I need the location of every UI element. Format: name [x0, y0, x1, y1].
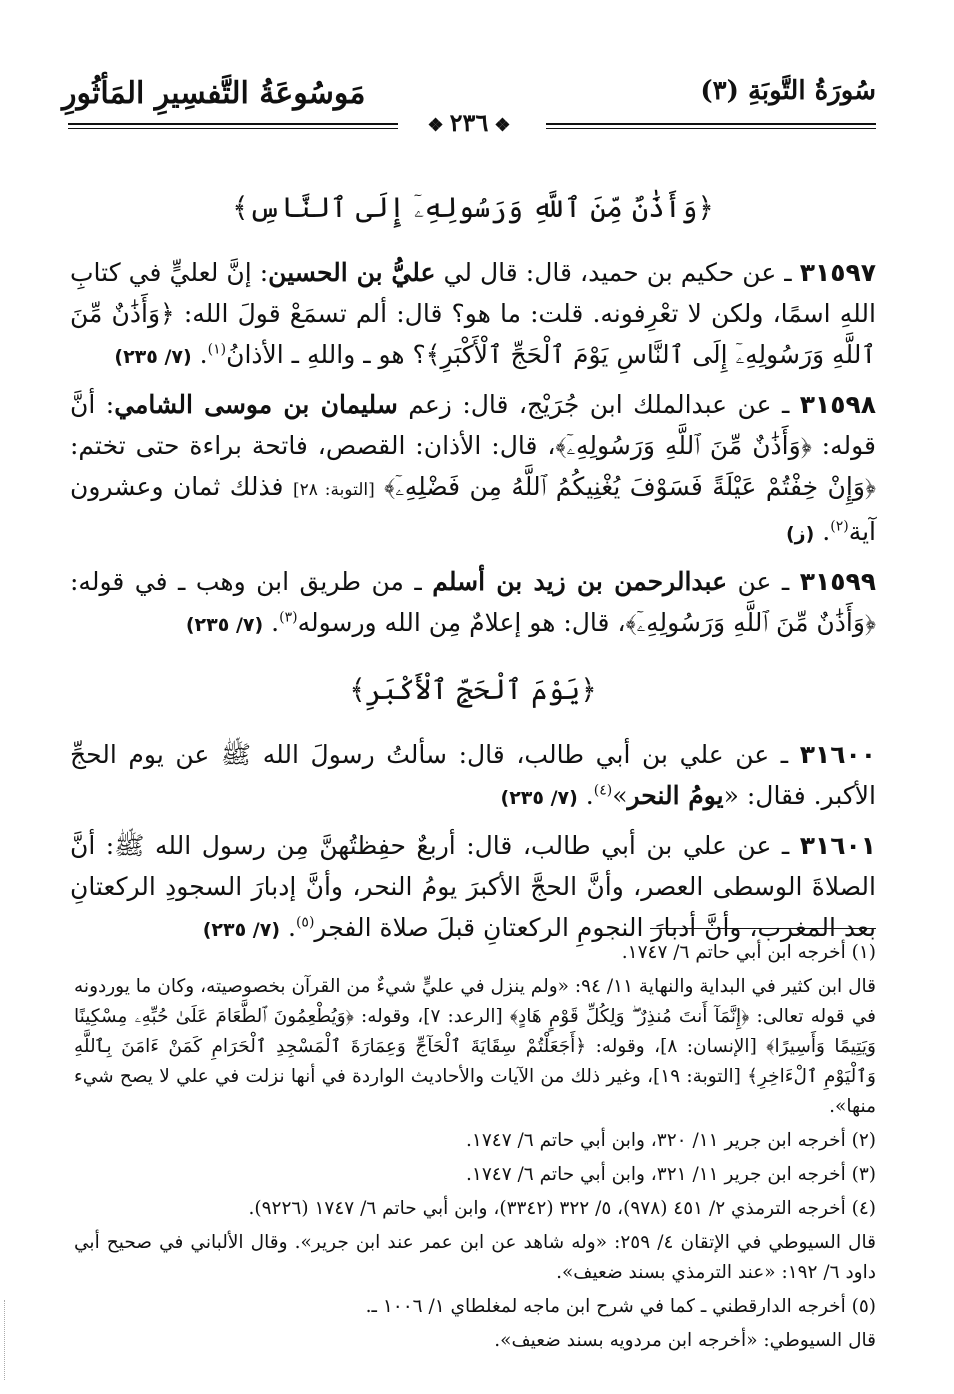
- section-heading: ﴿يَوْمَ ٱلْحَجِّ ٱلْأَكْبَرِ﴾: [349, 673, 597, 706]
- narration-text: .: [191, 340, 208, 369]
- page-header: [62, 76, 876, 136]
- narration-31600: [70, 734, 876, 819]
- narration-text: ـ عن عبدالملك ابن جُرَيْج، قال: زعم: [397, 390, 800, 419]
- narration-number: ٣١٦٠٠: [799, 740, 876, 769]
- narration-text: .: [577, 781, 594, 810]
- narration-text: .: [263, 608, 280, 637]
- page-number: [62, 108, 876, 137]
- section-heading: ﴿وَأَذَٰنٌ مِّنَ ٱللَّهِ وَرَسُولِهِۦٓ إِلَى ٱلنَّاسِ﴾: [232, 191, 714, 224]
- footnote-5: (٥) أخرجه الدارقطني ـ كما في شرح ابن ماجه لمغلطاي ١/ ١٠٠٦ ـ.: [365, 1296, 876, 1317]
- footnote-1-comment: قال ابن كثير في البداية والنهاية ١١/ ٩٤: «ولم ينزل في عليٍّ شيءٌ من القرآن بخصوصيته، وكان ما يوردونه في قوله تعالى: ﴿إِنَّمَآ أَنتَ مُنذِرٌ ۖ وَلِكُلِّ قَوْمٍ هَادٍ﴾ [الرعد: ٧]، وقوله: ﴿وَيُطْعِمُونَ ٱلطَّعَامَ عَلَىٰ حُبِّهِۦ مِسْكِينًا وَيَتِيمًا وَأَسِيرًا﴾ [الإنسان: ٨]، وقوله: ﴿أَجَعَلْتُمْ سِقَايَةَ ٱلْحَآجِّ وَعِمَارَةَ ٱلْمَسْجِدِ ٱلْحَرَامِ كَمَنْ ءَامَنَ بِٱللَّهِ وَٱلْيَوْمِ ٱلْءَاخِرِ﴾ [التوبة: ١٩]، وغير ذلك من الآيات والأحاديث الواردة في أنها نزلت في علي لا يصح شيء منها».: [74, 976, 876, 1117]
- footnote-5-comment: قال السيوطي: «أخرجه ابن مردويه بسند ضعيف».: [494, 1330, 876, 1351]
- volume-reference: (٧/ ٢٣٥): [185, 614, 264, 636]
- narration-text: ـ عن علي بن أبي طالب، قال: سألتُ رسولَ الله ﷺ عن يوم الحجِّ الأكبر. فقال: «: [70, 740, 876, 810]
- scan-edge: [4, 1300, 7, 1380]
- footnote-marker[interactable]: (٥): [295, 914, 315, 931]
- main-text: [70, 188, 876, 957]
- page-number-text: ٢٣٦: [449, 108, 489, 137]
- footnote-marker[interactable]: (٤): [593, 782, 613, 799]
- narration-number: ٣١٥٩٨: [799, 390, 877, 419]
- narration-31601: [70, 825, 876, 951]
- narration-text: »: [612, 781, 628, 810]
- footnote-marker[interactable]: (١): [207, 341, 227, 358]
- narration-text: : أنَّ قوله: ﴿وَأَذَٰنٌ مِّنَ ٱللَّهِ وَرَسُولِهِۦٓ﴾، قال: الأذان: القصص، فاتحة براءة حتى تختم: ﴿وَإِنْ خِفْتُمْ عَيْلَةً فَسَوْفَ يُغْنِيكُمُ ٱللَّهُ مِن فَضْلِهِۦٓ﴾: [70, 390, 876, 501]
- footnotes: [74, 938, 876, 1360]
- narration-31597: [70, 252, 876, 378]
- narration-text: ـ عن: [727, 567, 800, 596]
- narration-text: ـ عن علي بن أبي طالب، قال: أربعٌ حفِظتُهنَّ مِن رسول الله ﷺ: أنَّ الصلاةَ الوسطى العصر، وأنَّ الحجَّ الأكبرَ يومُ النحر، وأنَّ إدبارَ السجودِ الركعتانِ بعد المغرب، وأنَّ أدبارَ النجومِ الركعتانِ قبلَ صلاة الفجر: [70, 831, 876, 942]
- surah-title: سُورَةُ التَّوبَةِ (٣): [700, 76, 876, 106]
- narration-number: ٣١٥٩٩: [799, 567, 876, 596]
- narrator-name: سليمان بن موسى الشامي: [114, 390, 398, 419]
- narration-text: .: [814, 517, 831, 546]
- narration-text: ـ عن حكيم بن حميد، قال: قال لي: [435, 258, 800, 287]
- footnote-4: (٤) أخرجه الترمذي ٢/ ٤٥١ (٩٧٨)، ٥/ ٣٢٢ (٣٣٤٢)، وابن أبي حاتم ٦/ ١٧٤٧ (٩٢٢٦).: [248, 1198, 876, 1219]
- footnote-marker[interactable]: (٢): [830, 518, 849, 535]
- volume-reference: (٧/ ٢٣٥): [114, 346, 192, 368]
- narrator-name: عبدالرحمن بن زيد بن أسلم: [432, 567, 727, 596]
- footnote-1: (١) أخرجه ابن أبي حاتم ٦/ ١٧٤٧.: [621, 942, 876, 963]
- ornament-icon: ❖: [494, 115, 511, 136]
- narration-text: : إنَّ لعليٍّ في كتابِ اللهِ اسمًا، ولكن لا تعْرِفونه. قلت: ما هو؟ قال: ألم تسمَعْ قولَ الله: ﴿وَأَذَٰنٌ مِّنَ ٱللَّهِ وَرَسُولِهِۦٓ إِلَى ٱلنَّاسِ يَوْمَ ٱلْحَجِّ ٱلْأَكْبَرِ﴾؟ هو ـ واللهِ ـ الأذانُ: [70, 258, 876, 369]
- footnote-3: (٣) أخرجه ابن جرير ١١/ ٣٢١، وابن أبي حاتم ٦/ ١٧٤٧.: [466, 1164, 876, 1185]
- volume-reference: (٧/ ٢٣٥): [500, 787, 578, 809]
- narration-text: فذلك ثمان وعشرون آية: [70, 472, 876, 546]
- volume-reference: (ز): [786, 523, 815, 545]
- volume-reference: (٧/ ٢٣٥): [202, 919, 281, 941]
- ornament-icon: ❖: [427, 115, 444, 136]
- narration-31598: [70, 384, 876, 555]
- book-title: مَوسُوعَةُ التَّفسِيرِ المَأثُورِ: [62, 76, 366, 111]
- footnote-marker[interactable]: (٣): [279, 609, 298, 626]
- footnote-2: (٢) أخرجه ابن جرير ١١/ ٣٢٠، وابن أبي حاتم ٦/ ١٧٤٧.: [466, 1130, 876, 1151]
- narration-31599: [70, 561, 876, 646]
- narration-text: ـ من طريق ابن وهب ـ في قوله: ﴿وَأَذَٰنٌ مِّنَ ٱللَّهِ وَرَسُولِهِۦٓ﴾، قال: هو إعلامٌ مِن الله ورسوله: [70, 567, 876, 637]
- footnote-separator: [650, 928, 876, 929]
- narration-text: .: [280, 913, 296, 942]
- quran-reference: [التوبة: ٢٨]: [292, 480, 375, 500]
- bold-phrase: يومُ النحر: [627, 781, 724, 810]
- narration-number: ٣١٥٩٧: [799, 258, 876, 287]
- footnote-4-comment: قال السيوطي في الإتقان ٤/ ٢٥٩: «وله شاهد عن ابن عمر عند ابن جرير». وقال الألباني في صحيح أبي داود ٦/ ١٩٢: «عند الترمذي بسند ضعيف».: [74, 1232, 876, 1283]
- narration-number: ٣١٦٠١: [799, 831, 876, 860]
- narrator-name: عليُّ بن الحسين: [268, 258, 436, 287]
